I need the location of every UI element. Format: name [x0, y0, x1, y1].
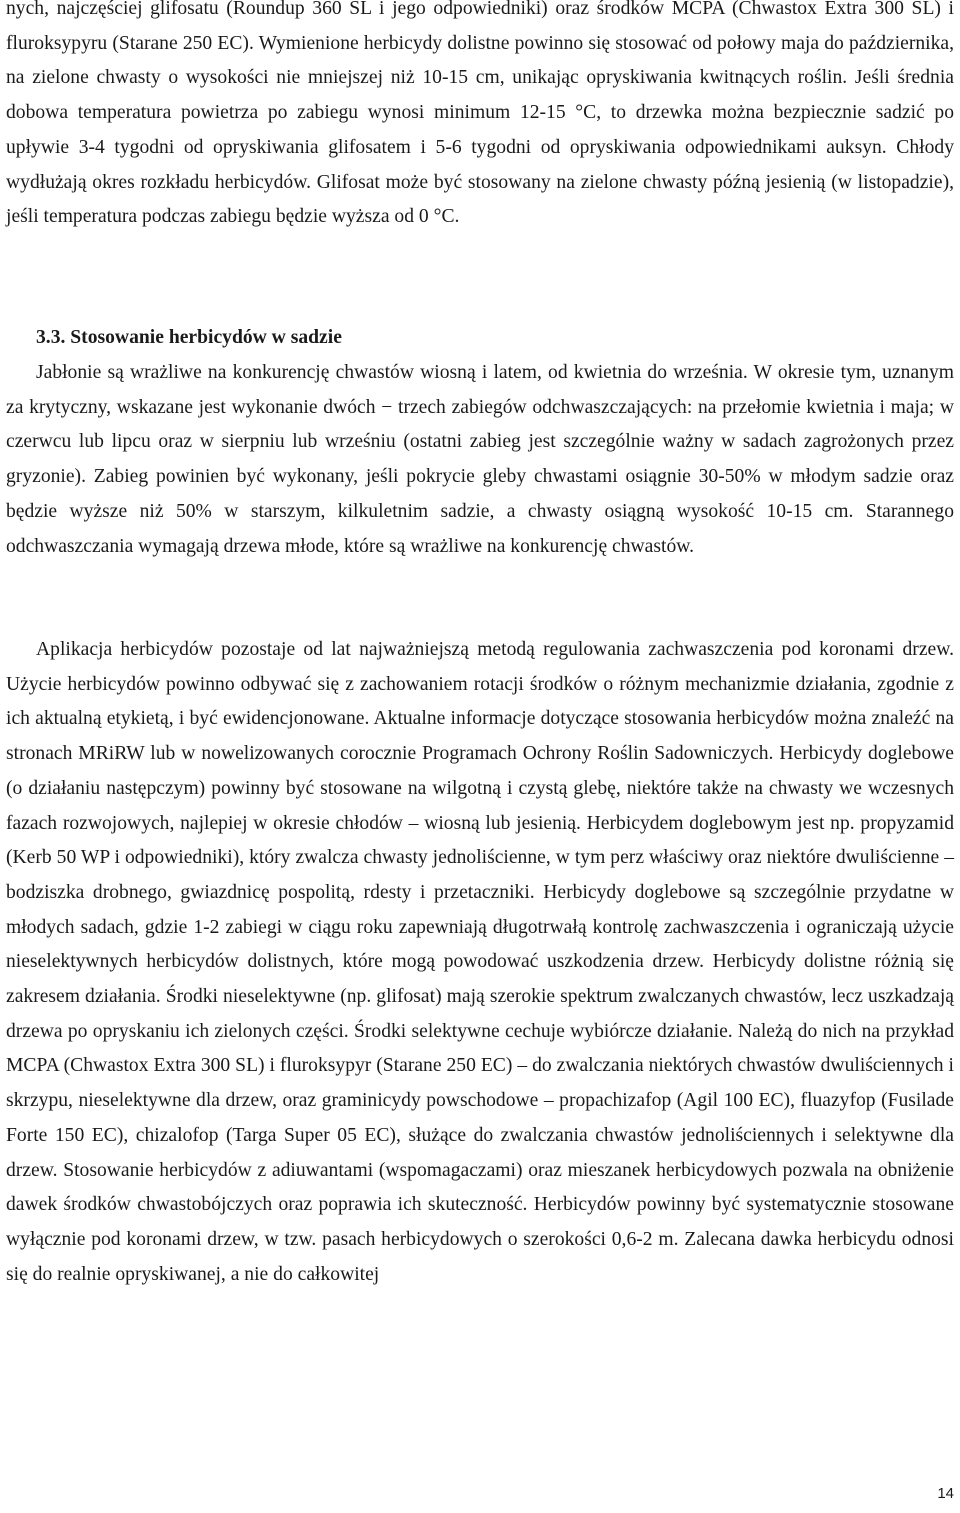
paragraph-continued: nych, najczęściej glifosatu (Roundup 360 SL i jego odpowiedniki) oraz środków MCPA (Chwastox Extra 300 SL) i fluroksypyru (Starane 250 EC). Wymienione herbicydy dolistne powinno się stosować od połowy maja do października, na zielone chwasty o wysokości nie mniejszej niż 10-15 cm, unikając opryskiwania kwitnących roślin. Jeśli średnia dobowa temperatura powietrza po zabiegu wynosi minimum 12-15 °C, to drzewka można bezpiecznie sadzić po upływie 3-4 tygodni od opryskiwania glifosatem i 5-6 tygodni od opryskiwania odpowiednikami auksyn. Chłody wydłużają okres rozkładu herbicydów. Glifosat może być stosowany na zielone chwasty późną jesienią (w listopadzie), jeśli temperatura podczas zabiegu będzie wyższa od 0 °C.: [6, 0, 954, 228]
page-number: 14: [937, 1485, 954, 1502]
paragraph-herbicide-application: Aplikacja herbicydów pozostaje od lat najważniejszą metodą regulowania zachwaszczenia pod koronami drzew. Użycie herbicydów powinno odbywać się z zachowaniem rotacji środków o różnym mechanizmie działania, zgodnie z ich aktualną etykietą, i być ewidencjonowane. Aktualne informacje dotyczące stosowania herbicydów można znaleźć na stronach MRiRW lub w nowelizowanych corocznie Programach Ochrony Roślin Sadowniczych. Herbicydy doglebowe (o działaniu następczym) powinny być stosowane na wilgotną i czystą glebę, niektóre także na chwasty we wczesnych fazach rozwojowych, najlepiej w okresie chłodów – wiosną lub jesienią. Herbicydem doglebowym jest np. propyzamid (Kerb 50 WP i odpowiedniki), który zwalcza chwasty jednoliścienne, w tym perz właściwy oraz niektóre dwuliścienne – bodziszka drobnego, gwiazdnicę pospolitą, rdesty i przetaczniki. Herbicydy doglebowe są szczególnie przydatne w młodych sadach, gdzie 1-2 zabiegi w ciągu roku zapewniają długotrwałą kontrolę zachwaszczenia i ograniczają użycie nieselektywnych herbicydów dolistnych, które mogą powodować uszkodzenia drzew. Herbicydy dolistne różnią się zakresem działania. Środki nieselektywne (np. glifosat) mają szerokie spektrum zwalczanych chwastów, lecz uszkadzają drzewa po opryskaniu ich zielonych części. Środki selektywne cechuje wybiórcze działanie. Należą do nich na przykład MCPA (Chwastox Extra 300 SL) i fluroksypyr (Starane 250 EC) – do zwalczania niektórych chwastów dwuliściennych i skrzypu, nieselektywne dla drzew, oraz graminicydy powschodowe – propachizafop (Agil 100 EC), fluazyfop (Fusilade Forte 150 EC), chizalofop (Targa Super 05 EC), służące do zwalczania chwastów jednoliściennych i selektywne dla drzew. Stosowanie herbicydów z adiuwantami (wspomagaczami) oraz mieszanek herbicydowych pozwala na obniżenie dawek środków chwastobójczych oraz poprawia ich skuteczność. Herbicydów powinny być systematycznie stosowane wyłącznie pod koronami drzew, w tzw. pasach herbicydowych o szerokości 0,6-2 m. Zalecana dawka herbicydu odnosi się do realnie opryskiwanej, a nie do całkowitej: [6, 639, 954, 1285]
section-heading: 3.3. Stosowanie herbicydów w sadzie: [36, 327, 342, 348]
paragraph-weed-competition: Jabłonie są wrażliwe na konkurencję chwastów wiosną i latem, od kwietnia do września. W okresie tym, uznanym za krytyczny, wskazane jest wykonanie dwóch − trzech zabiegów odchwaszczających: na przełomie kwietnia i maja; w czerwcu lub lipcu oraz w sierpniu lub wrześniu (ostatni zabieg jest szczególnie ważny w sadach zagrożonych przez gryzonie). Zabieg powinien być wykonany, jeśli pokrycie gleby chwastami osiągnie 30-50% w młodym sadzie oraz będzie wyższe niż 50% w starszym, kilkuletnim sadzie, a chwasty osiągną wysokość 10-15 cm. Starannego odchwaszczania wymagają drzewa młode, które są wrażliwe na konkurencję chwastów.: [6, 362, 954, 557]
